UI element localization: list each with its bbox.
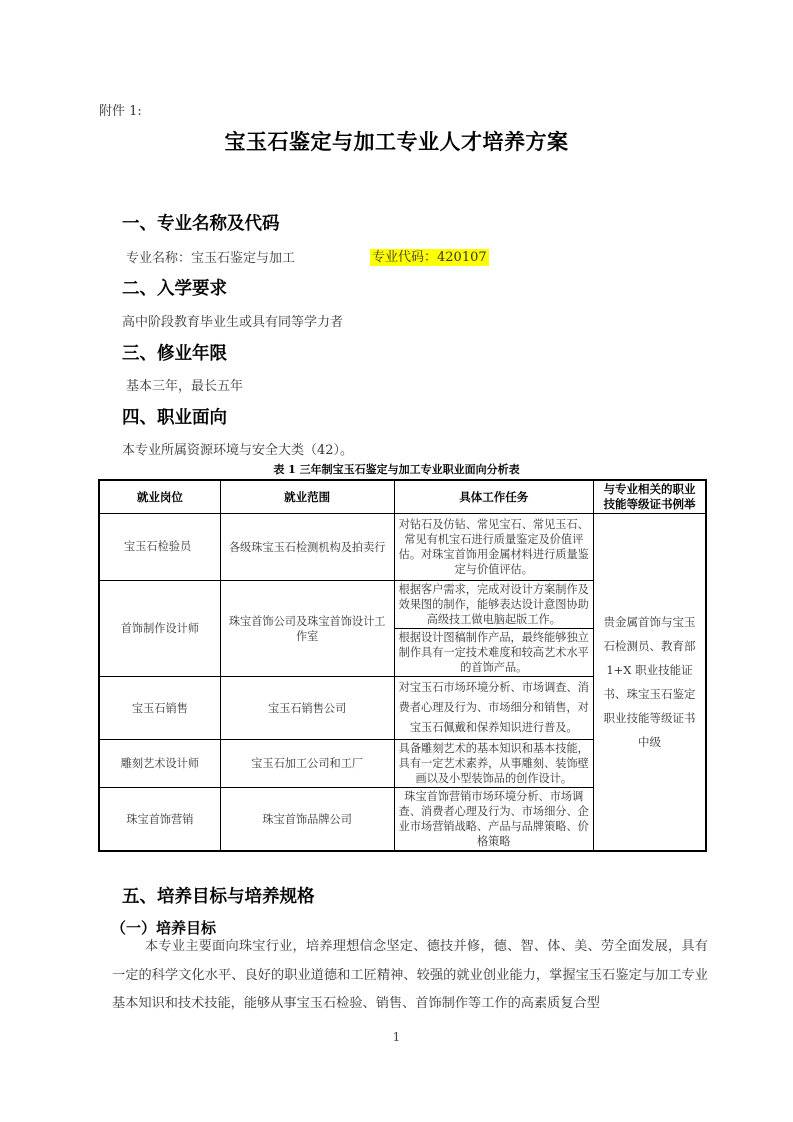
cell-certificates: 贵金属首饰与宝玉石检测员、教育部 1+X 职业技能证书、珠宝玉石鉴定职业技能等级证书中级 [594,514,706,852]
header-scope: 就业范围 [220,480,394,514]
cell-post: 首饰制作设计师 [99,581,220,677]
table-caption: 表 1 三年制宝玉石鉴定与加工专业职业面向分析表 [273,463,520,476]
section-heading-5: 五、培养目标与培养规格 [122,887,315,907]
table-row [99,514,706,581]
subsection-heading-1: （一）培养目标 [111,919,217,937]
section-heading-1: 一、专业名称及代码 [122,214,280,234]
cell-task: 对宝玉石市场环境分析、市场调查、消费者心理及行为、市场细分和销售，对宝玉石佩戴和保养知识进行普及。 [394,677,594,740]
cell-scope: 珠宝首饰公司及珠宝首饰设计工作室 [220,581,394,677]
page-number: 1 [392,1030,401,1044]
duration-text: 基本三年，最长五年 [126,379,244,394]
cell-post: 珠宝首饰营销 [99,788,220,852]
major-code-highlighted [370,246,489,265]
section-heading-3: 三、修业年限 [122,344,227,364]
section-heading-4: 四、职业面向 [122,408,227,428]
cell-post: 宝玉石销售 [99,677,220,740]
document-title: 宝玉石鉴定与加工专业人才培养方案 [224,130,569,154]
admission-text: 高中阶段教育毕业生或具有同等学力者 [122,315,344,330]
cell-scope: 宝玉石销售公司 [220,677,394,740]
header-tasks: 具体工作任务 [394,480,594,514]
cell-task: 根据设计图稿制作产品，最终能够独立制作具有一定技术难度和较高艺术水平的首饰产品。 [394,629,594,677]
cell-post: 雕刻艺术设计师 [99,740,220,788]
header-certificates: 与专业相关的职业技能等级证书例举 [594,480,706,514]
table-header-row [99,480,706,514]
cell-scope: 各级珠宝玉石检测机构及拍卖行 [220,514,394,581]
cell-task: 珠宝首饰营销市场环境分析、市场调查、消费者心理及行为、市场细分、企业市场营销战略、产品与品牌策略、价格策略 [394,788,594,852]
annex-label: 附件 1: [99,104,142,119]
cell-task: 根据客户需求，完成对设计方案制作及效果图的制作，能够表达设计意图协助高级技工做电脑起版工作。 [394,581,594,629]
career-text: 本专业所属资源环境与安全大类（42）。 [122,443,354,458]
cell-task: 对钻石及仿钻、常见宝石、常见玉石、常见有机宝石进行质量鉴定及价值评估。对珠宝首饰用金属材料进行质量鉴定与价值评估。 [394,514,594,581]
cell-scope: 珠宝首饰品牌公司 [220,788,394,852]
major-code: 专业代码：420107 [372,250,487,265]
section-heading-2: 二、入学要求 [122,279,227,299]
career-table [98,479,707,852]
header-post: 就业岗位 [99,480,220,514]
goal-paragraph: 本专业主要面向珠宝行业，培养理想信念坚定、德技并修，德、智、体、美、劳全面发展，具有一定的科学文化水平、良好的职业道德和工匠精神、较强的就业创业能力，掌握宝玉石鉴定与加工专业基本知识和技术技能，能够从事宝玉石检验、销售、首饰制作等工作的高素质复合型 [112,939,708,1011]
cell-scope: 宝玉石加工公司和工厂 [220,740,394,788]
cell-task: 具备雕刻艺术的基本知识和基本技能，具有一定艺术素养，从事雕刻、装饰壁画以及小型装饰品的创作设计。 [394,740,594,788]
major-name: 专业名称：宝玉石鉴定与加工 [126,251,296,266]
cell-post: 宝玉石检验员 [99,514,220,581]
